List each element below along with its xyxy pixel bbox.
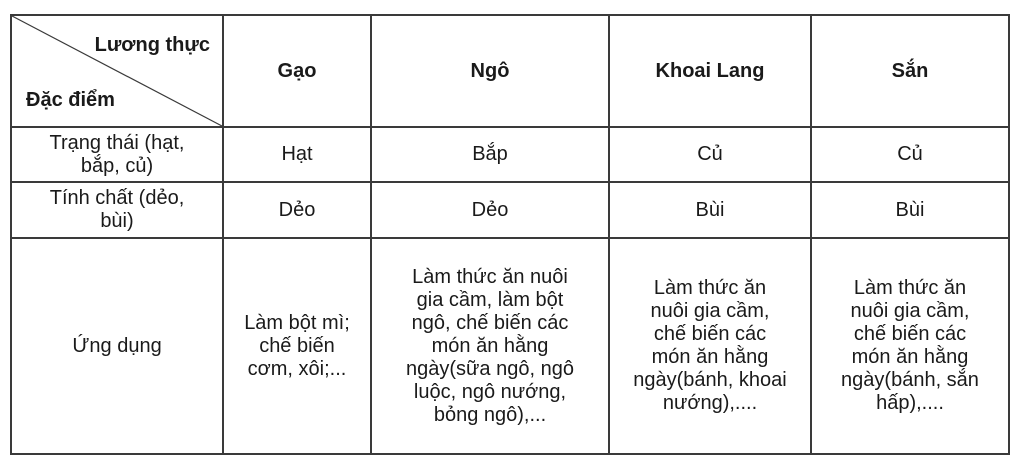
table-cell: Làm thức ăn nuôi gia cầm, chế biến các món ăn hằng ngày(bánh, khoai nướng),.... (609, 238, 811, 454)
column-header-san: Sắn (811, 15, 1009, 127)
table-cell: Bắp (371, 127, 609, 182)
row-label-ung-dung: Ứng dụng (11, 238, 223, 454)
table-cell: Hạt (223, 127, 371, 182)
header-row (11, 15, 1009, 127)
table-cell: Bùi (609, 182, 811, 238)
table-cell: Làm thức ăn nuôi gia cầm, chế biến các món ăn hằng ngày(bánh, sắn hấp),.... (811, 238, 1009, 454)
table-row (11, 127, 1009, 182)
table-row (11, 182, 1009, 238)
table-cell: Củ (609, 127, 811, 182)
column-header-khoai-lang: Khoai Lang (609, 15, 811, 127)
table-cell: Củ (811, 127, 1009, 182)
table-cell: Dẻo (223, 182, 371, 238)
column-header-gao: Gạo (223, 15, 371, 127)
corner-bottom-label: Đặc điểm (26, 89, 115, 111)
column-header-ngo: Ngô (371, 15, 609, 127)
corner-top-label: Lương thực (94, 34, 210, 56)
table-cell: Bùi (811, 182, 1009, 238)
table-cell: Làm thức ăn nuôi gia cầm, làm bột ngô, chế biến các món ăn hằng ngày(sữa ngô, ngô luộc, ngô nướng, bỏng ngô),... (371, 238, 609, 454)
table-cell: Dẻo (371, 182, 609, 238)
comparison-table (10, 14, 1010, 455)
row-label-tinh-chat: Tính chất (dẻo, bùi) (11, 182, 223, 238)
table-row (11, 238, 1009, 454)
corner-header-cell (11, 15, 223, 127)
row-label-trang-thai: Trạng thái (hạt, bắp, củ) (11, 127, 223, 182)
table-cell: Làm bột mì; chế biến cơm, xôi;... (223, 238, 371, 454)
